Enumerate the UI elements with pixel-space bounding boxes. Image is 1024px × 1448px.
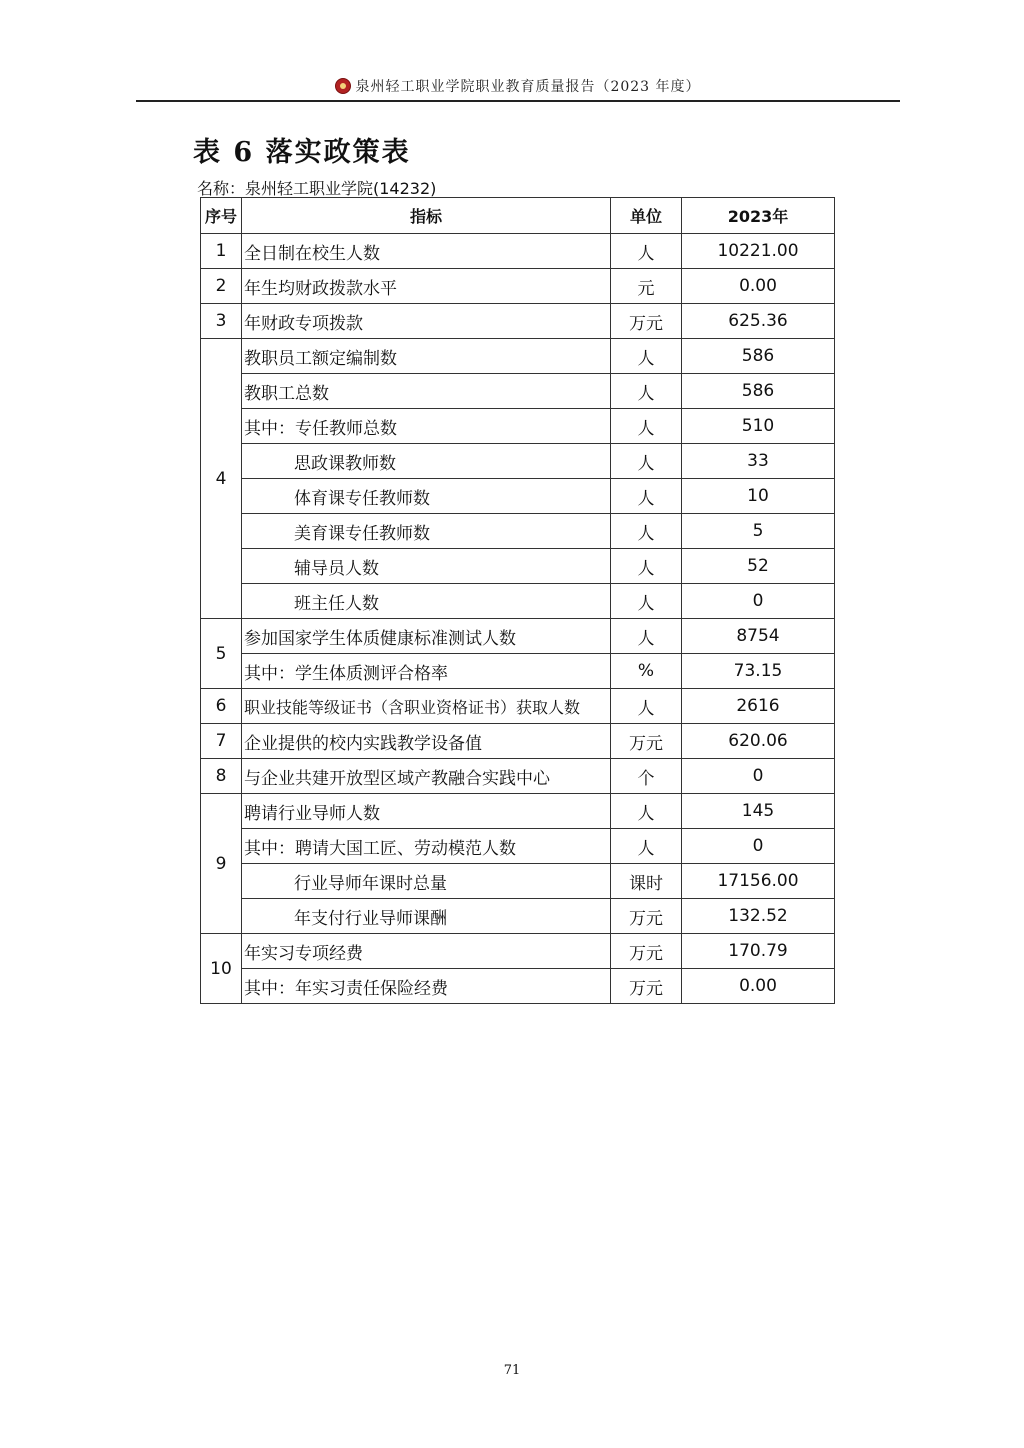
row-value: 0.00 [682,969,835,1004]
table-row [201,794,835,829]
col-year-header: 2023年 [682,198,835,234]
row-unit: 人 [611,374,682,409]
table-row [201,479,835,514]
row-value: 33 [682,444,835,479]
row-unit: % [611,654,682,689]
row-seq: 6 [201,689,242,724]
row-unit: 万元 [611,899,682,934]
row-indicator: 聘请行业导师人数 [242,794,611,829]
row-value: 510 [682,409,835,444]
row-value: 0 [682,829,835,864]
row-seq: 10 [201,934,242,1004]
table-row [201,444,835,479]
row-unit: 人 [611,829,682,864]
row-indicator: 年生均财政拨款水平 [242,269,611,304]
row-seq: 4 [201,339,242,619]
row-value: 625.36 [682,304,835,339]
row-seq: 1 [201,234,242,269]
row-indicator: 美育课专任教师数 [242,514,611,549]
page-header [136,72,900,102]
row-value: 586 [682,374,835,409]
row-unit: 万元 [611,724,682,759]
row-indicator: 教职员工额定编制数 [242,339,611,374]
row-value: 8754 [682,619,835,654]
row-indicator: 班主任人数 [242,584,611,619]
row-value: 0 [682,759,835,794]
row-indicator: 年支付行业导师课酬 [242,899,611,934]
row-value: 10221.00 [682,234,835,269]
row-indicator: 思政课教师数 [242,444,611,479]
row-value: 73.15 [682,654,835,689]
row-value: 145 [682,794,835,829]
table-row [201,619,835,654]
table-row [201,269,835,304]
row-value: 132.52 [682,899,835,934]
row-value: 52 [682,549,835,584]
page-number: 71 [503,1363,521,1378]
table-row [201,724,835,759]
row-value: 0 [682,584,835,619]
policy-table [200,197,835,1004]
col-indicator-header: 指标 [242,198,611,234]
row-unit: 人 [611,479,682,514]
row-indicator: 其中：学生体质测评合格率 [242,654,611,689]
row-indicator: 其中：年实习责任保险经费 [242,969,611,1004]
row-indicator: 职业技能等级证书（含职业资格证书）获取人数 [242,689,611,724]
row-unit: 人 [611,584,682,619]
row-indicator: 其中：聘请大国工匠、劳动模范人数 [242,829,611,864]
row-unit: 万元 [611,304,682,339]
row-indicator: 辅导员人数 [242,549,611,584]
row-unit: 人 [611,689,682,724]
table-row [201,549,835,584]
col-seq-header: 序号 [201,198,242,234]
table-row [201,339,835,374]
col-unit-header: 单位 [611,198,682,234]
row-indicator: 企业提供的校内实践教学设备值 [242,724,611,759]
row-unit: 人 [611,409,682,444]
row-unit: 课时 [611,864,682,899]
table-row [201,654,835,689]
table-row [201,689,835,724]
table-row [201,934,835,969]
row-unit: 人 [611,234,682,269]
row-seq: 3 [201,304,242,339]
row-value: 2616 [682,689,835,724]
school-name: 名称：泉州轻工职业学院(14232) [197,179,437,198]
row-value: 0.00 [682,269,835,304]
page-title: 表 6 落实政策表 [193,137,411,168]
table-row [201,514,835,549]
row-value: 620.06 [682,724,835,759]
row-unit: 个 [611,759,682,794]
table-row [201,409,835,444]
row-indicator: 其中：专任教师总数 [242,409,611,444]
table-row [201,864,835,899]
table-row [201,374,835,409]
row-unit: 人 [611,619,682,654]
row-value: 10 [682,479,835,514]
row-indicator: 行业导师年课时总量 [242,864,611,899]
table-row [201,829,835,864]
row-indicator: 教职工总数 [242,374,611,409]
row-seq: 5 [201,619,242,689]
row-seq: 7 [201,724,242,759]
row-indicator: 体育课专任教师数 [242,479,611,514]
row-indicator: 参加国家学生体质健康标准测试人数 [242,619,611,654]
row-indicator: 年实习专项经费 [242,934,611,969]
table-row [201,234,835,269]
row-value: 17156.00 [682,864,835,899]
table-row [201,584,835,619]
row-unit: 万元 [611,934,682,969]
table-row [201,969,835,1004]
table-header-row [201,198,835,234]
table-row [201,759,835,794]
row-unit: 元 [611,269,682,304]
row-unit: 人 [611,794,682,829]
header-text: 泉州轻工职业学院职业教育质量报告（2023 年度） [355,79,701,95]
row-unit: 人 [611,444,682,479]
row-indicator: 全日制在校生人数 [242,234,611,269]
row-seq: 8 [201,759,242,794]
school-emblem-icon [335,78,351,94]
row-indicator: 与企业共建开放型区域产教融合实践中心 [242,759,611,794]
row-indicator: 年财政专项拨款 [242,304,611,339]
table-row [201,899,835,934]
row-unit: 人 [611,514,682,549]
row-value: 170.79 [682,934,835,969]
row-value: 586 [682,339,835,374]
row-unit: 人 [611,549,682,584]
row-unit: 人 [611,339,682,374]
row-seq: 2 [201,269,242,304]
row-value: 5 [682,514,835,549]
table-row [201,304,835,339]
row-seq: 9 [201,794,242,934]
row-unit: 万元 [611,969,682,1004]
